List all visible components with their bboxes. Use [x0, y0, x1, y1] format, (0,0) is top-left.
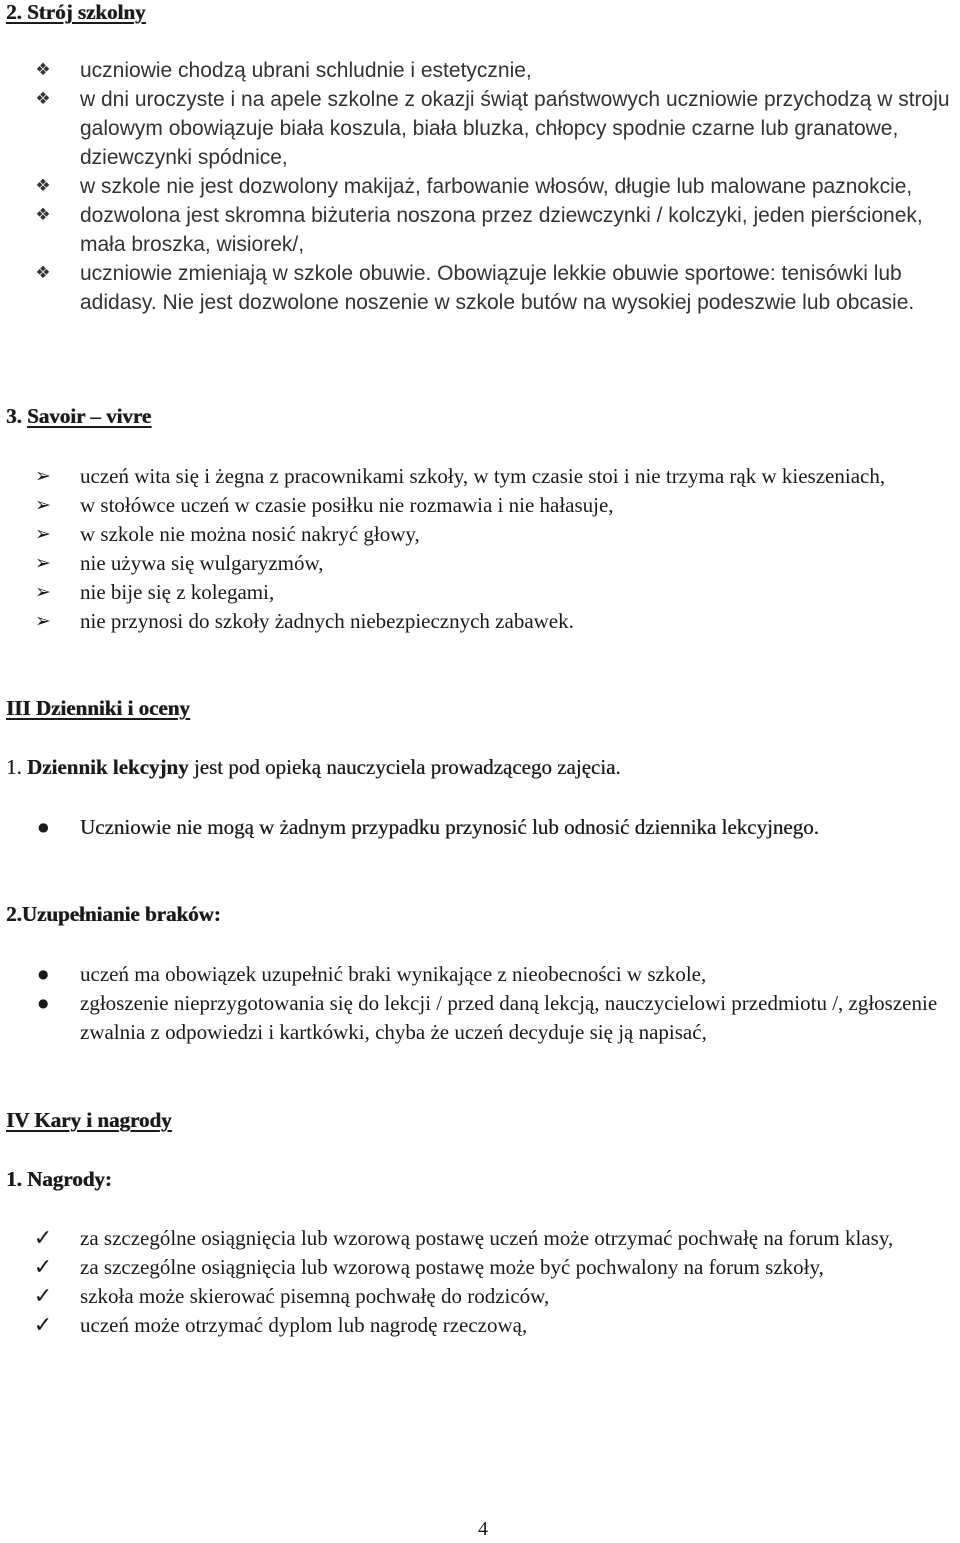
- check-bullet-icon: ✓: [33, 1255, 53, 1280]
- list-item-text: uczeń może otrzymać dyplom lub nagrodę rzeczową,: [80, 1313, 528, 1337]
- rewards-list: [0, 1224, 960, 1340]
- list-item-text: nie używa się wulgaryzmów,: [80, 551, 324, 575]
- list-item-text: w szkole nie można nosić nakryć głowy,: [80, 522, 420, 546]
- chapter-iii-point-2-heading: [6, 902, 221, 927]
- list-item: [0, 960, 960, 989]
- list-item-text: nie przynosi do szkoły żadnych niebezpiecznych zabawek.: [80, 609, 574, 633]
- list-item: [0, 1253, 960, 1282]
- list-item: [0, 813, 960, 842]
- check-bullet-icon: ✓: [33, 1226, 53, 1251]
- check-bullet-icon: ✓: [33, 1284, 53, 1309]
- section-3-heading: [6, 404, 151, 429]
- chapter-iii-point-1-list: [0, 813, 960, 842]
- section-3-title: Savoir – vivre: [27, 404, 152, 428]
- dot-bullet-icon: ●: [38, 967, 49, 981]
- point-bold-text: Dziennik lekcyjny: [27, 755, 189, 779]
- list-item: [0, 1282, 960, 1311]
- list-item: [0, 549, 960, 578]
- diamond-bullet-icon: ❖: [35, 60, 51, 80]
- list-item: [0, 989, 960, 1047]
- arrow-bullet-icon: ➢: [35, 581, 51, 603]
- list-item: [0, 1311, 960, 1340]
- point-2-title: 2.Uzupełnianie braków:: [6, 902, 221, 926]
- chapter-iv-title: IV Kary i nagrody: [6, 1108, 172, 1132]
- list-item-text: w stołówce uczeń w czasie posiłku nie rozmawia i nie hałasuje,: [80, 493, 614, 517]
- diamond-bullet-icon: ❖: [35, 176, 51, 196]
- section-3-list: [0, 462, 960, 636]
- list-item: [0, 259, 960, 317]
- arrow-bullet-icon: ➢: [35, 494, 51, 516]
- list-item-text: w szkole nie jest dozwolony makijaż, farbowanie włosów, długie lub malowane paznokcie,: [80, 175, 913, 198]
- list-item-text: nie bije się z kolegami,: [80, 580, 275, 604]
- list-item: [0, 462, 960, 491]
- list-item-text: w dni uroczyste i na apele szkolne z okazji świąt państwowych uczniowie przychodzą w stroju galowym obowiązuje biała koszula, biała bluzka, chłopcy spodnie czarne lub granatowe, dziewczynki spódnice,: [80, 88, 950, 169]
- arrow-bullet-icon: ➢: [35, 552, 51, 574]
- point-number: 1.: [6, 755, 27, 779]
- dot-bullet-icon: ●: [38, 820, 49, 834]
- section-2-list: [0, 56, 960, 317]
- section-2-heading-text: 2. Strój szkolny: [6, 0, 146, 24]
- section-2-heading: [6, 0, 145, 25]
- arrow-bullet-icon: ➢: [35, 523, 51, 545]
- chapter-iii-title: III Dzienniki i oceny: [6, 696, 190, 720]
- list-item-text: zgłoszenie nieprzygotowania się do lekcji / przed daną lekcją, nauczycielowi przedmiotu /, zgłoszenie zwalnia z odpowiedzi i kartkówki, chyba że uczeń decyduje się ją napisać,: [80, 991, 938, 1044]
- chapter-iv-sub-heading: [6, 1167, 112, 1192]
- list-item-text: uczeń wita się i żegna z pracownikami szkoły, w tym czasie stoi i nie trzyma rąk w kieszeniach,: [80, 464, 886, 488]
- list-item-text: dozwolona jest skromna biżuteria noszona przez dziewczynki / kolczyki, jeden pierścionek, mała broszka, wisiorek/,: [80, 204, 923, 256]
- list-item-text: uczniowie chodzą ubrani schludnie i estetycznie,: [80, 59, 532, 82]
- arrow-bullet-icon: ➢: [35, 610, 51, 632]
- list-item-text: Uczniowie nie mogą w żadnym przypadku przynosić lub odnosić dziennika lekcyjnego.: [80, 815, 819, 839]
- list-item-text: za szczególne osiągnięcia lub wzorową postawę uczeń może otrzymać pochwałę na forum klasy,: [80, 1226, 894, 1250]
- check-bullet-icon: ✓: [33, 1313, 53, 1338]
- point-text: jest pod opieką nauczyciela prowadzącego zajęcia.: [188, 755, 621, 779]
- list-item: [0, 1224, 960, 1253]
- arrow-bullet-icon: ➢: [35, 465, 51, 487]
- list-item-text: uczeń ma obowiązek uzupełnić braki wynikające z nieobecności w szkole,: [80, 962, 707, 986]
- section-3-number: 3.: [6, 404, 27, 428]
- list-item: [0, 172, 960, 201]
- list-item-text: uczniowie zmieniają w szkole obuwie. Obowiązuje lekkie obuwie sportowe: tenisówki lub adidasy. Nie jest dozwolone noszenie w szkole butów na wysokiej podeszwie lub obcasie.: [80, 262, 915, 314]
- list-item-text: szkoła może skierować pisemną pochwałę do rodziców,: [80, 1284, 550, 1308]
- chapter-iii-heading: [6, 696, 190, 721]
- chapter-iii-point-1: [6, 755, 621, 780]
- list-item: [0, 201, 960, 259]
- dot-bullet-icon: ●: [38, 996, 49, 1010]
- page-number: 4: [478, 1518, 488, 1540]
- diamond-bullet-icon: ❖: [35, 263, 51, 283]
- list-item: [0, 578, 960, 607]
- chapter-iv-heading: [6, 1108, 172, 1133]
- diamond-bullet-icon: ❖: [35, 205, 51, 225]
- list-item: [0, 56, 960, 85]
- diamond-bullet-icon: ❖: [35, 89, 51, 109]
- rewards-title: 1. Nagrody:: [6, 1167, 112, 1191]
- list-item: [0, 85, 960, 172]
- list-item-text: za szczególne osiągnięcia lub wzorową postawę może być pochwalony na forum szkoły,: [80, 1255, 824, 1279]
- list-item: [0, 607, 960, 636]
- list-item: [0, 491, 960, 520]
- list-item: [0, 520, 960, 549]
- chapter-iii-point-2-list: [0, 960, 960, 1047]
